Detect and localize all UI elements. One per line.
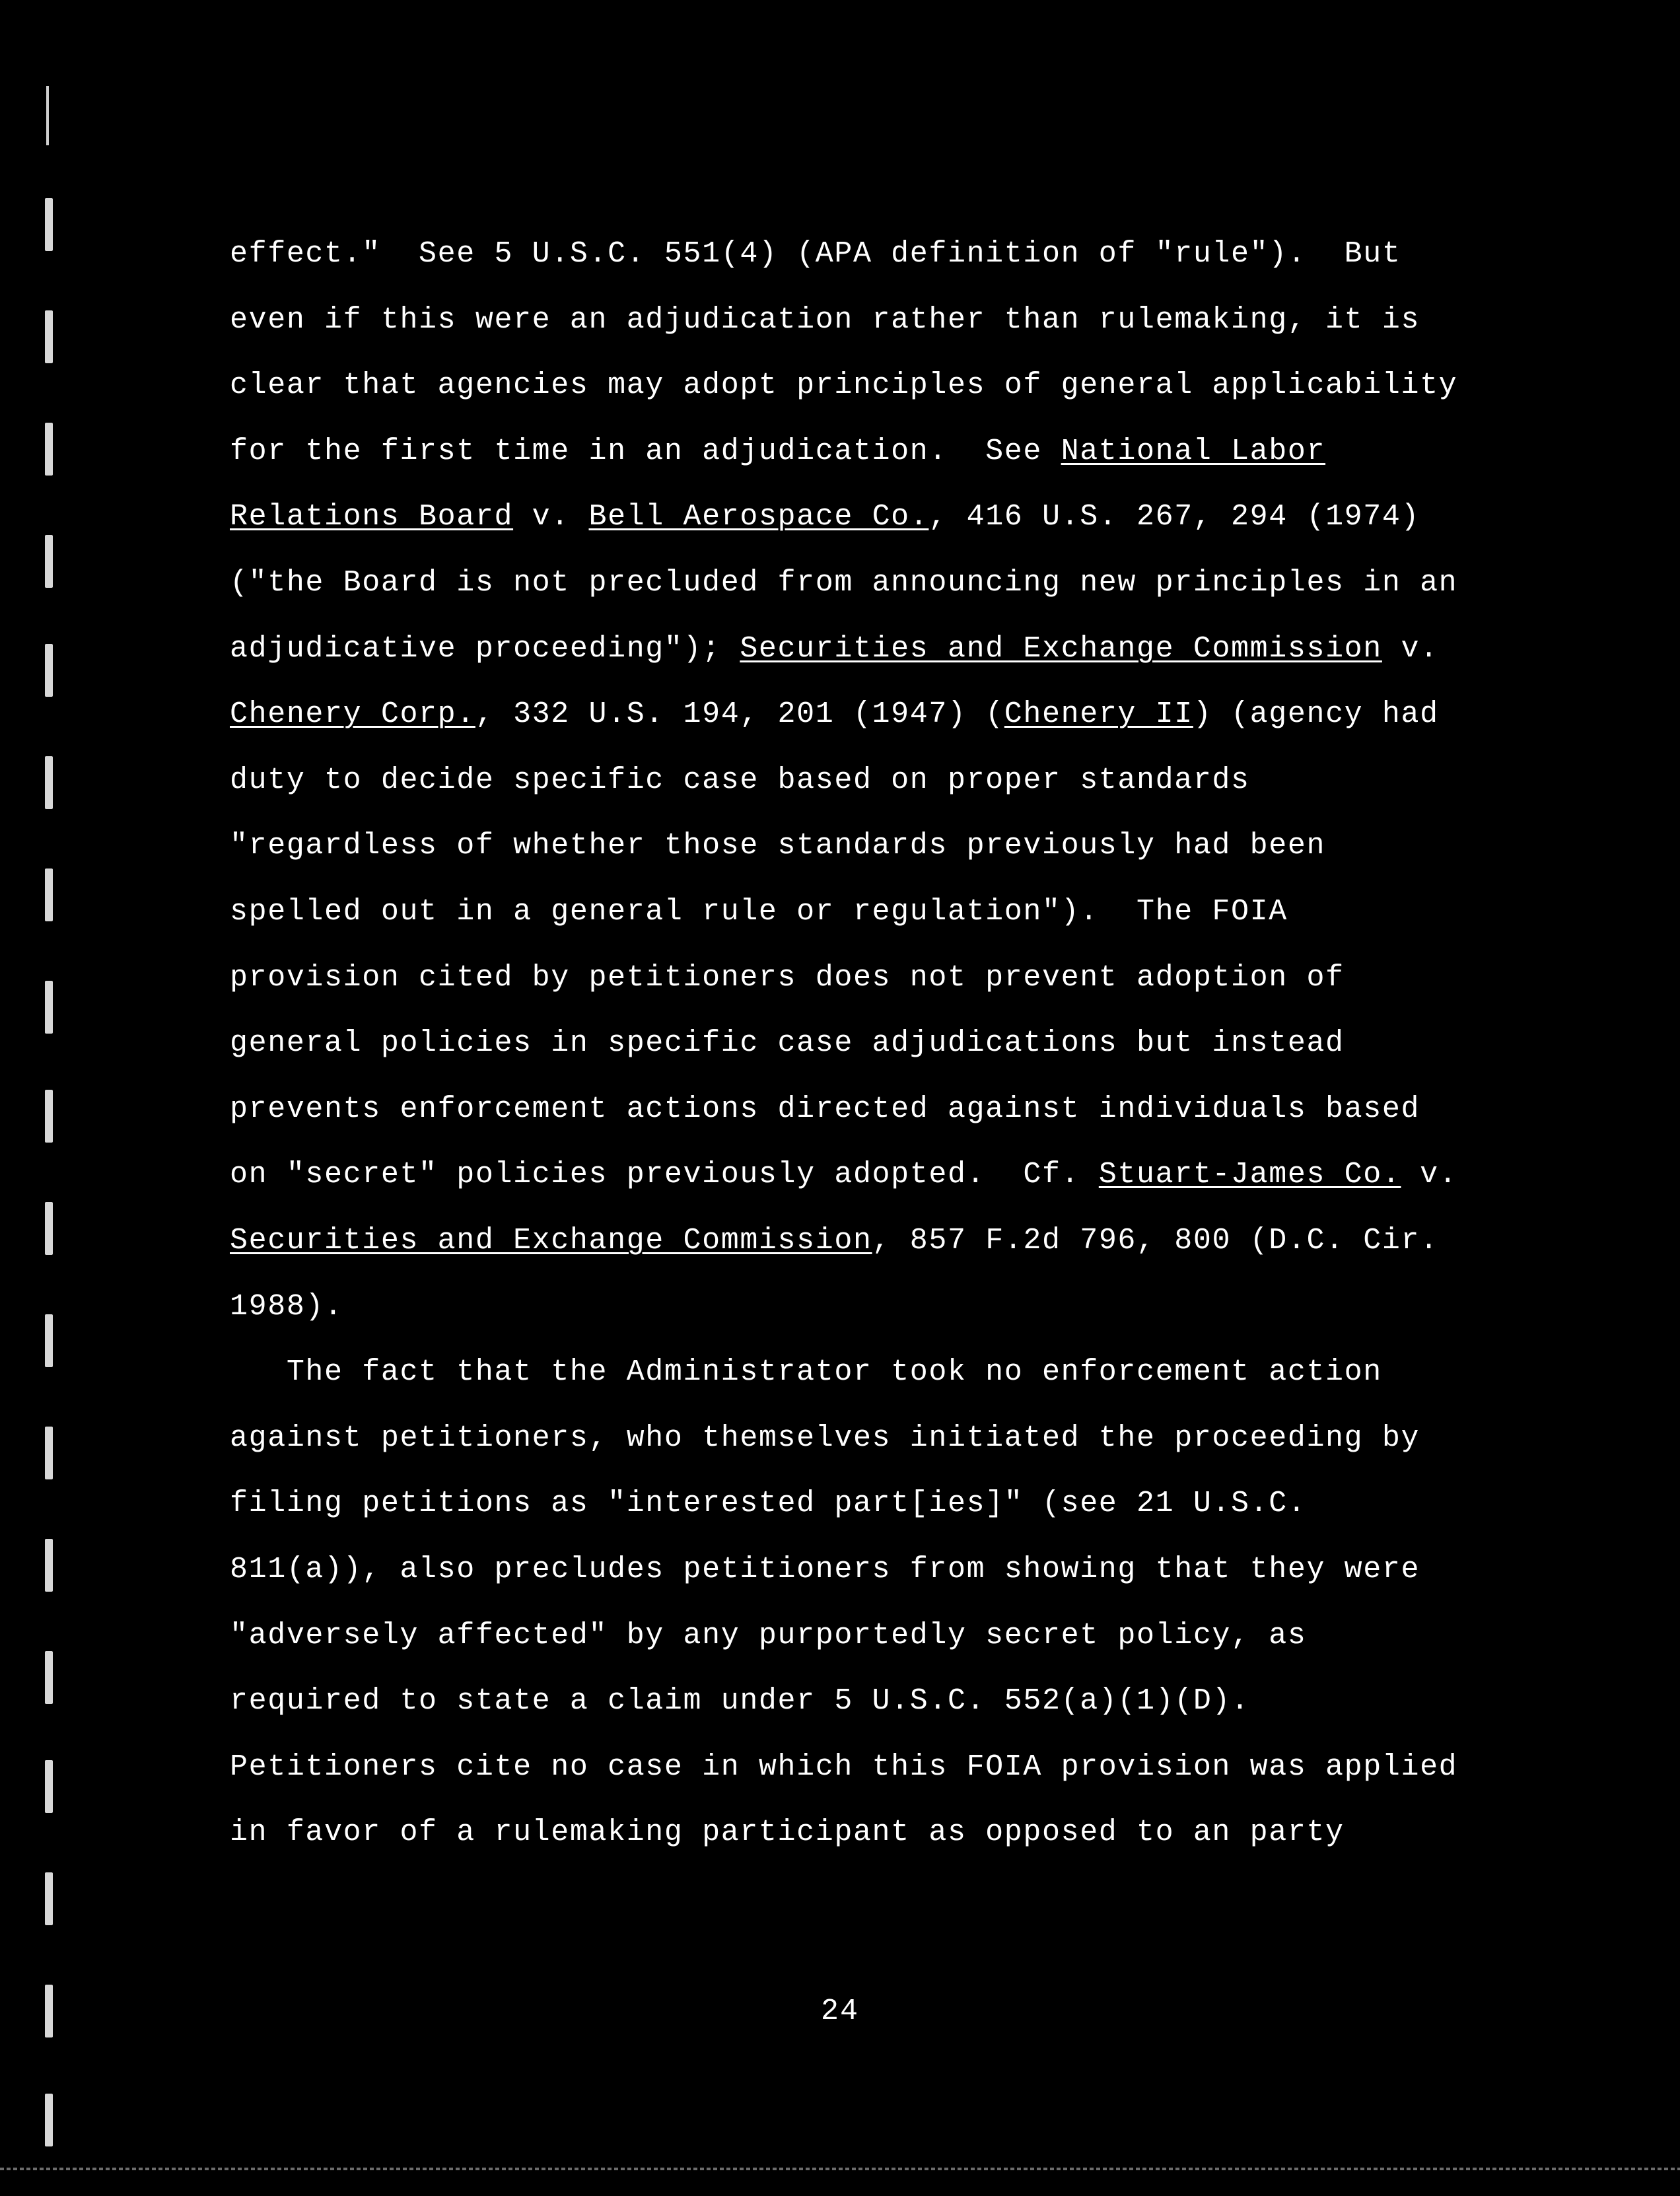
text-segment: spelled out in a general rule or regulation"). The FOIA xyxy=(230,895,1288,929)
page-bottom-edge xyxy=(0,2168,1680,2170)
edge-mark xyxy=(45,198,53,251)
edge-mark xyxy=(45,868,53,921)
edge-mark xyxy=(45,1202,53,1255)
text-segment: general policies in specific case adjudications but instead xyxy=(230,1026,1345,1060)
text-line xyxy=(230,1287,343,1327)
text-segment: v. xyxy=(1382,632,1439,666)
text-line xyxy=(230,629,1439,669)
text-segment: ("the Board is not precluded from announcing new principles in an xyxy=(230,566,1458,600)
case-citation: National Labor xyxy=(1061,435,1326,468)
text-segment: adjudicative proceeding"); xyxy=(230,632,740,666)
edge-mark xyxy=(45,756,53,809)
edge-mark xyxy=(45,2094,53,2146)
text-line xyxy=(230,1550,1420,1590)
text-line xyxy=(230,695,1439,734)
edge-mark xyxy=(45,1090,53,1143)
text-segment: even if this were an adjudication rather than rulemaking, it is xyxy=(230,303,1420,337)
text-segment: Petitioners cite no case in which this FOIA provision was applied xyxy=(230,1750,1458,1784)
text-segment: effect." See 5 U.S.C. 551(4) (APA definition of "rule"). But xyxy=(230,237,1401,271)
text-segment: filing petitions as "interested part[ies]" (see 21 U.S.C. xyxy=(230,1487,1307,1520)
text-segment: 811(a)), also precludes petitioners from showing that they were xyxy=(230,1553,1420,1586)
text-line xyxy=(230,497,1420,537)
text-line xyxy=(230,1682,1250,1721)
page-number: 24 xyxy=(820,1995,859,2028)
text-line xyxy=(230,1090,1420,1129)
text-line xyxy=(230,761,1250,800)
text-segment: required to state a claim under 5 U.S.C. 552(a)(1)(D). xyxy=(230,1684,1250,1718)
text-line xyxy=(230,1813,1345,1853)
text-line xyxy=(230,432,1325,472)
text-segment: in favor of a rulemaking participant as opposed to an party xyxy=(230,1816,1345,1849)
edge-mark xyxy=(45,1314,53,1367)
case-citation: Stuart-James Co. xyxy=(1098,1158,1401,1191)
case-citation: Securities and Exchange Commission xyxy=(230,1224,872,1257)
text-segment: , 857 F.2d 796, 800 (D.C. Cir. xyxy=(872,1224,1439,1257)
text-line xyxy=(230,366,1457,406)
text-line xyxy=(230,958,1345,998)
text-segment: provision cited by petitioners does not prevent adoption of xyxy=(230,961,1345,995)
text-segment: The fact that the Administrator took no enforcement action xyxy=(230,1355,1382,1389)
edge-mark xyxy=(45,310,53,363)
edge-mark xyxy=(45,1651,53,1704)
edge-mark xyxy=(45,981,53,1034)
text-segment: v. xyxy=(513,500,589,534)
text-line xyxy=(230,1616,1306,1656)
text-segment: "adversely affected" by any purportedly secret policy, as xyxy=(230,1619,1307,1652)
edge-mark xyxy=(45,535,53,588)
text-line xyxy=(230,1748,1457,1787)
text-segment: prevents enforcement actions directed against individuals based xyxy=(230,1092,1420,1126)
text-line xyxy=(230,1221,1439,1261)
case-citation: Bell Aerospace Co. xyxy=(588,500,929,534)
text-line xyxy=(230,1353,1382,1392)
edge-mark xyxy=(45,1872,53,1925)
text-segment: ) (agency had xyxy=(1193,697,1439,731)
text-segment: clear that agencies may adopt principles of general applicability xyxy=(230,369,1458,402)
text-line xyxy=(230,1155,1457,1195)
text-line xyxy=(230,826,1325,866)
case-citation: Securities and Exchange Commission xyxy=(740,632,1382,666)
edge-mark xyxy=(45,1760,53,1813)
text-segment: , 416 U.S. 267, 294 (1974) xyxy=(928,500,1420,534)
text-line xyxy=(230,234,1401,274)
edge-mark xyxy=(45,1539,53,1592)
edge-mark xyxy=(45,644,53,697)
case-citation: Relations Board xyxy=(230,500,514,534)
text-segment: v. xyxy=(1401,1158,1458,1191)
text-segment: 1988). xyxy=(230,1290,343,1324)
text-segment: against petitioners, who themselves initiated the proceeding by xyxy=(230,1421,1420,1455)
text-segment: on "secret" policies previously adopted. Cf. xyxy=(230,1158,1099,1191)
text-segment: , 332 U.S. 194, 201 (1947) ( xyxy=(475,697,1004,731)
text-segment: "regardless of whether those standards previously had been xyxy=(230,829,1326,863)
case-citation: Chenery Corp. xyxy=(230,697,475,731)
text-line xyxy=(230,1419,1420,1458)
case-citation: Chenery II xyxy=(1004,697,1193,731)
text-line xyxy=(230,1484,1306,1524)
text-segment: duty to decide specific case based on proper standards xyxy=(230,763,1250,797)
text-line xyxy=(230,301,1420,340)
edge-mark xyxy=(45,423,53,476)
text-segment: for the first time in an adjudication. See xyxy=(230,435,1061,468)
edge-mark xyxy=(45,1427,53,1479)
text-line xyxy=(230,1024,1345,1063)
text-line xyxy=(230,892,1288,932)
scan-corner-mark xyxy=(46,86,49,145)
text-line xyxy=(230,563,1457,603)
